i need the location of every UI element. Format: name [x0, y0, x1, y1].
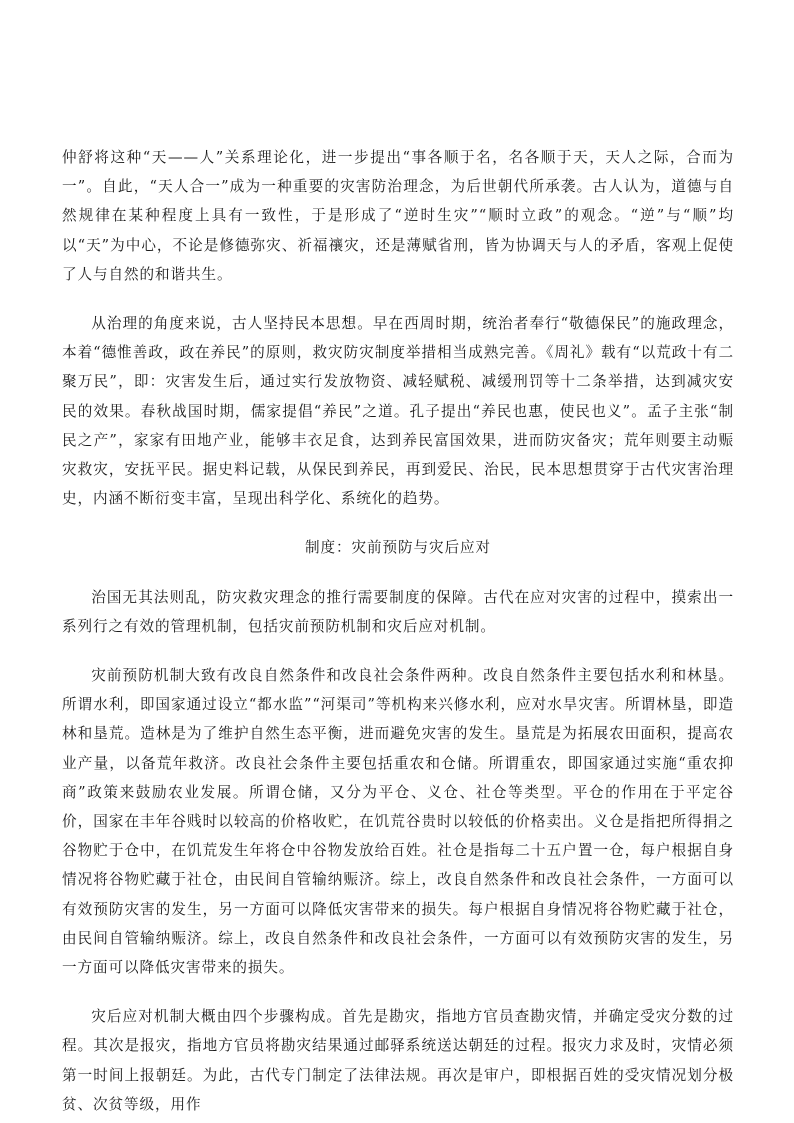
body-paragraph-1: 仲舒将这种“天——人”关系理论化，进一步提出“事各顺于名，名各顺于天，天人之际，合而为一”。自此，“天人合一”成为一种重要的灾害防治理念，为后世朝代所承袭。古人认为，道德与自然规律在某种程度上具有一致性，于是形成了“逆时生灾”“顺时立政”的观念。“逆”与“顺”均以“天”为中心，不论是修德弥灾、祈福禳灾，还是薄赋省刑，皆为协调天与人的矛盾，客观上促使了人与自然的和谐共生。: [62, 149, 734, 283]
section-heading: 制度：灾前预防与灾后应对: [305, 539, 491, 557]
section-paragraph-1: 治国无其法则乱，防灾救灾理念的推行需要制度的保障。古代在应对灾害的过程中，摸索出一系列行之有效的管理机制，包括灾前预防机制和灾后应对机制。: [62, 588, 734, 635]
section-paragraph-3: 灾后应对机制大概由四个步骤构成。首先是勘灾，指地方官员查勘灾情，并确定受灾分数的过程。其次是报灾，指地方官员将勘灾结果通过邮驿系统送达朝廷的过程。报灾力求及时，灾情必须第一时间上报朝廷。为此，古代专门制定了法律法规。再次是审户，即根据百姓的受灾情况划分极贫、次贫等级，用作: [62, 1008, 734, 1113]
section-paragraph-2: 灾前预防机制大致有改良自然条件和改良社会条件两种。改良自然条件主要包括水利和林垦。所谓水利，即国家通过设立“都水监”“河渠司”等机构来兴修水利，应对水旱灾害。所谓林垦，即造林和垦荒。造林是为了维护自然生态平衡，进而避免灾害的发生。垦荒是为拓展农田面积，提高农业产量，以备荒年救济。改良社会条件主要包括重农和仓储。所谓重农，即国家通过实施“重农抑商”政策来鼓励农业发展。所谓仓储，又分为平仓、义仓、社仓等类型。平仓的作用在于平定谷价，国家在丰年谷贱时以较高的价格收贮，在饥荒谷贵时以较低的价格卖出。义仓是指把所得捐之谷物贮于仓中，在饥荒发生年将仓中谷物发放给百姓。社仓是指每二十五户置一仓，每户根据自身情况将谷物贮藏于社仓，由民间自管输纳赈济。综上，改良自然条件和改良社会条件，一方面可以有效预防灾害的发生，另一方面可以降低灾害带来的损失。每户根据自身情况将谷物贮藏于社仓，由民间自管输纳赈济。综上，改良自然条件和改良社会条件，一方面可以有效预防灾害的发生，另一方面可以降低灾害带来的损失。: [62, 667, 734, 977]
body-paragraph-2: 从治理的角度来说，古人坚持民本思想。早在西周时期，统治者奉行“敬德保民”的施政理念，本着“德惟善政，政在养民”的原则，救灾防灾制度举措相当成熟完善。《周礼》载有“以荒政十有二聚万民”，即：灾害发生后，通过实行发放物资、减轻赋税、减缓刑罚等十二条举措，达到减灾安民的效果。春秋战国时期，儒家提倡“养民”之道。孔子提出“养民也惠，使民也义”。孟子主张“制民之产”，家家有田地产业，能够丰衣足食，达到养民富国效果，进而防灾备灾；荒年则要主动赈灾救灾，安抚平民。据史料记载，从保民到养民，再到爱民、治民，民本思想贯穿于古代灾害治理史，内涵不断衍变丰富，呈现出科学化、系统化的趋势。: [62, 315, 734, 508]
